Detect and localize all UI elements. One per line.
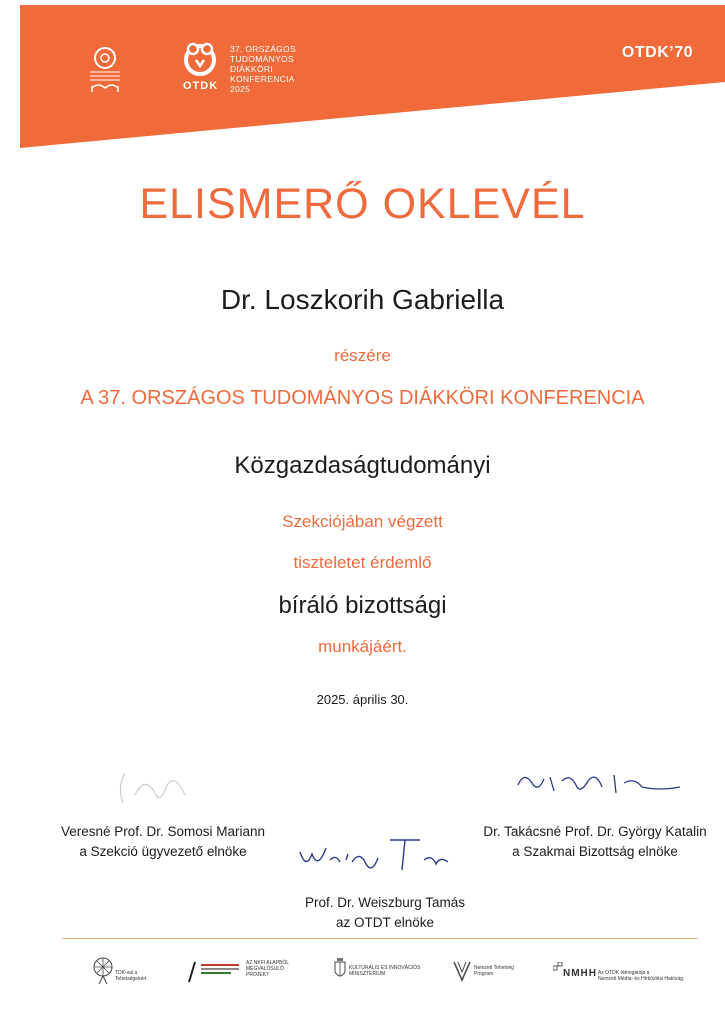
certificate-title: ELISMERŐ OKLEVÉL xyxy=(139,180,586,228)
logo-line: DIÁKKÖRI xyxy=(230,64,274,74)
footer-divider xyxy=(62,938,698,939)
signatory-title: az OTDT elnöke xyxy=(335,915,435,930)
right-signature-scribble xyxy=(510,765,690,805)
logo-line: KONFERENCIA xyxy=(230,74,295,84)
otdk70-logo: OTDK’70 xyxy=(621,44,693,61)
ministry-line: KULTURÁLIS ÉS INNOVÁCIÓS xyxy=(349,965,421,971)
section-label: Szekciójában végzett xyxy=(282,512,443,531)
nmhh-line: Az OTDK támogatója a xyxy=(598,970,650,976)
logo-line: 2025 xyxy=(230,84,251,94)
merit-label: tiszteletet érdemlő xyxy=(293,553,432,572)
signatory-name: Prof. Dr. Weiszburg Tamás xyxy=(304,895,466,910)
nmhh-squares-icon xyxy=(553,962,563,972)
issue-date: 2025. április 30. xyxy=(316,692,409,707)
nkfi-logo-icon xyxy=(183,960,243,984)
work-label: munkájáért. xyxy=(318,637,407,656)
ministry-line: MINISZTÉRIUM xyxy=(349,971,386,977)
section-name: Közgazdaságtudományi xyxy=(234,452,491,479)
role-name: bíráló bizottsági xyxy=(278,592,447,619)
ministry-text xyxy=(349,965,420,977)
talent-program-icon xyxy=(452,960,472,982)
nkfi-line: PROJEKT xyxy=(246,972,270,978)
right-signatory xyxy=(465,822,725,862)
signatory-name: Veresné Prof. Dr. Somosi Mariann xyxy=(60,824,266,839)
talent-line: Nemzeti Tehetség xyxy=(474,965,514,971)
signatory-name: Dr. Takácsné Prof. Dr. György Katalin xyxy=(483,824,707,839)
nmhh-line: Nemzeti Média- és Hírközlési Hatóság. xyxy=(598,976,685,982)
middle-signature-scribble xyxy=(290,830,460,885)
signatory-title: a Szakmai Bizottság elnöke xyxy=(512,844,678,859)
sponsor-strip xyxy=(0,950,725,1010)
logo-line: 37. ORSZÁGOS xyxy=(230,44,296,54)
left-signature-scribble xyxy=(105,765,215,815)
nkfi-line: MEGVALÓSULÓ xyxy=(246,966,284,972)
recipient-name: Dr. Loszkorih Gabriella xyxy=(220,284,505,315)
conference-name: A 37. ORSZÁGOS TUDOMÁNYOS DIÁKKÖRI KONFERENCIA xyxy=(80,387,645,409)
left-signatory xyxy=(28,822,298,862)
otdt-seal-logo xyxy=(80,42,130,100)
hungarian-coat-of-arms-icon xyxy=(333,958,347,980)
tdk-ferris-wheel-icon xyxy=(92,956,114,984)
conference-logo-text xyxy=(230,44,296,94)
nkfi-text xyxy=(246,960,289,978)
signatory-title: a Szekció ügyvezető elnöke xyxy=(79,844,247,859)
logo-line: TUDOMÁNYOS xyxy=(230,54,294,64)
nkfi-line: AZ NKFI ALAPBÓL xyxy=(246,960,290,966)
middle-signatory xyxy=(265,893,505,933)
talent-line: Program xyxy=(474,971,494,977)
talent-text xyxy=(474,965,514,977)
nmhh-text xyxy=(598,970,684,982)
header-banner xyxy=(0,0,725,150)
tdk-logo-text: TDK-val a Tehetségekért xyxy=(115,970,147,982)
nmhh-logo: NMHH xyxy=(563,968,597,979)
otdk-brand-text: OTDK xyxy=(183,80,219,92)
for-label: részére xyxy=(334,346,391,365)
